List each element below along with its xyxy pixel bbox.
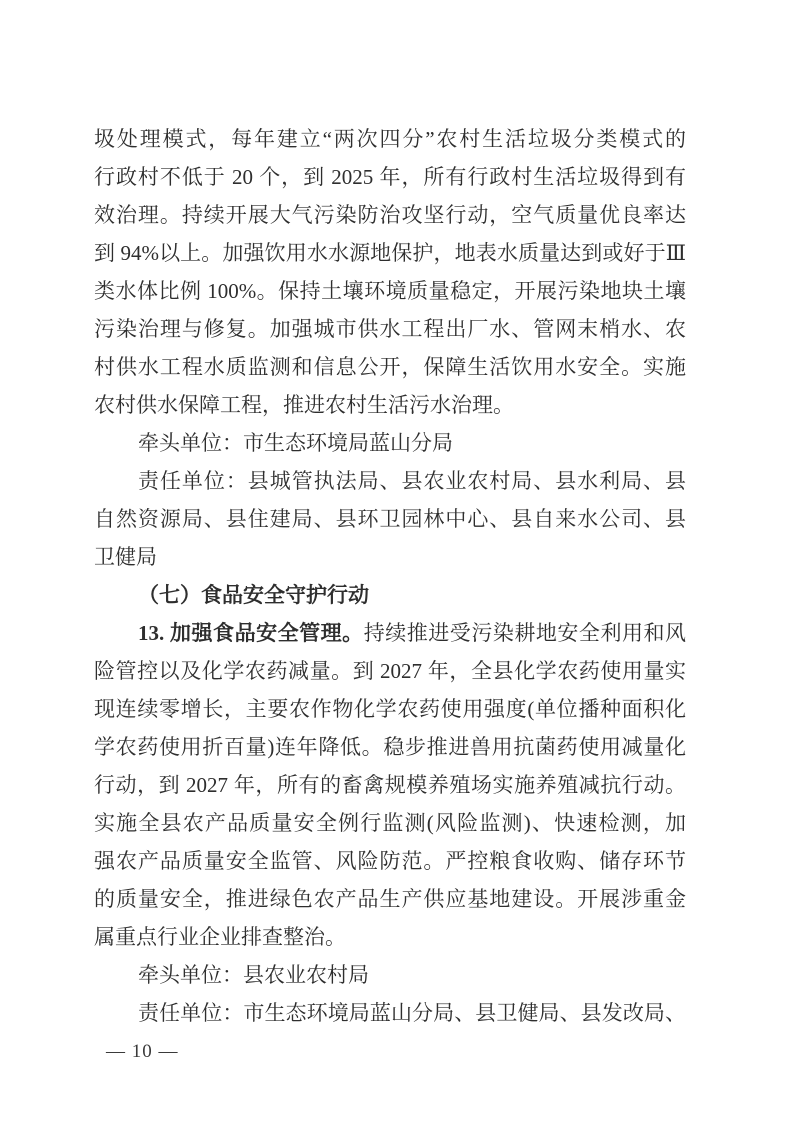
text-line: 实施全县农产品质量安全例行监测(风险监测)、快速检测，加	[94, 811, 686, 835]
responsible-unit-line: 卫健局	[94, 545, 157, 569]
text-line: 学农药使用折百量)连年降低。稳步推进兽用抗菌药使用减量化	[94, 735, 686, 759]
text-line: 属重点行业企业排查整治。	[94, 925, 346, 949]
lead-unit-line: 牵头单位：市生态环境局蓝山分局	[138, 431, 453, 455]
text-line: 效治理。持续开展大气污染防治攻坚行动，空气质量优良率达	[94, 203, 686, 227]
document-body	[94, 120, 686, 1032]
text-line: 现连续零增长，主要农作物化学农药使用强度(单位播种面积化	[94, 697, 686, 721]
lead-unit-line: 牵头单位：县农业农村局	[138, 963, 369, 987]
text-line: 的质量安全，推进绿色农产品生产供应基地建设。开展涉重金	[94, 887, 686, 911]
responsible-unit-line: 责任单位：市生态环境局蓝山分局、县卫健局、县发改局、	[138, 1001, 686, 1025]
item-13-title: 13. 加强食品安全管理。	[138, 621, 364, 645]
section-heading: （七）食品安全守护行动	[138, 583, 369, 607]
text-line: 行动，到 2027 年，所有的畜禽规模养殖场实施养殖减抗行动。	[94, 773, 686, 797]
responsible-unit-line: 自然资源局、县住建局、县环卫园林中心、县自来水公司、县	[94, 507, 686, 531]
page-number: — 10 —	[106, 1041, 179, 1062]
responsible-unit-line: 责任单位：县城管执法局、县农业农村局、县水利局、县	[138, 469, 686, 493]
text-line: 圾处理模式，每年建立“两次四分”农村生活垃圾分类模式的	[94, 127, 686, 151]
text-line: 村供水工程水质监测和信息公开，保障生活饮用水安全。实施	[94, 355, 686, 379]
text-line: 行政村不低于 20 个，到 2025 年，所有行政村生活垃圾得到有	[94, 165, 686, 189]
text-line: 污染治理与修复。加强城市供水工程出厂水、管网末梢水、农	[94, 317, 686, 341]
text-line	[94, 614, 686, 652]
text-line: 类水体比例 100%。保持土壤环境质量稳定，开展污染地块土壤	[94, 279, 686, 303]
text-run: 持续推进受污染耕地安全利用和风	[363, 621, 687, 645]
text-line: 农村供水保障工程，推进农村生活污水治理。	[94, 393, 514, 417]
text-line: 到 94%以上。加强饮用水水源地保护，地表水质量达到或好于Ⅲ	[94, 241, 686, 265]
text-line: 强农产品质量安全监管、风险防范。严控粮食收购、储存环节	[94, 849, 686, 873]
text-line: 险管控以及化学农药减量。到 2027 年，全县化学农药使用量实	[94, 659, 686, 683]
